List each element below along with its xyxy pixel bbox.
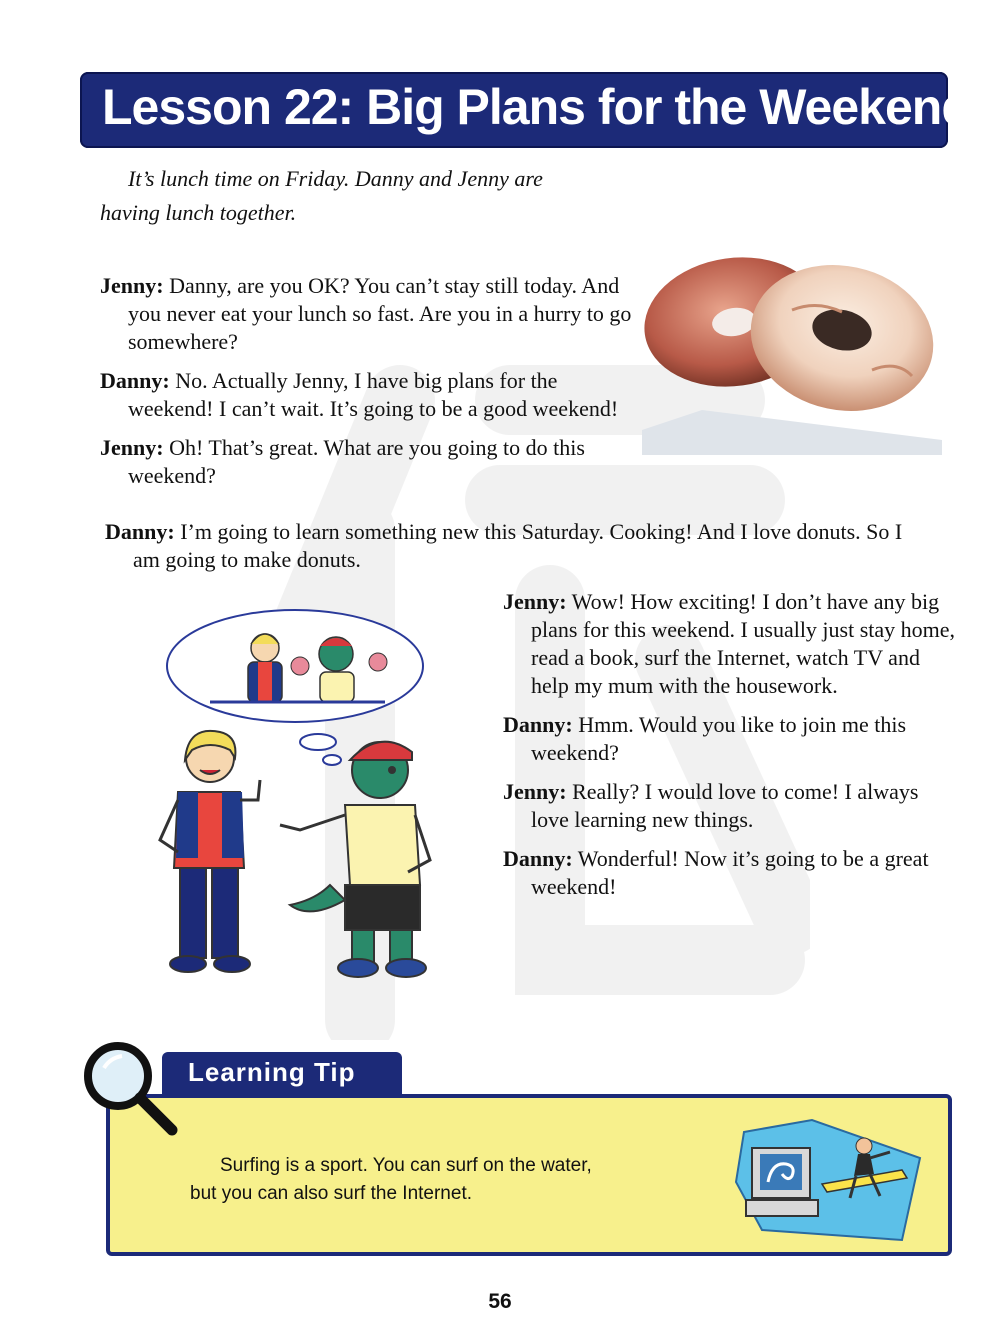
intro-text <box>100 162 640 230</box>
tip-line-2: but you can also surf the Internet. <box>190 1183 473 1204</box>
intro-line-2: having lunch together. <box>100 200 297 225</box>
tip-line-1: Surfing is a sport. You can surf on the water, <box>220 1155 592 1176</box>
dialogue-line <box>105 518 925 574</box>
dialogue-text: No. Actually Jenny, I have big plans for the weekend! I can’t wait. It’s going to be a good weekend! <box>128 368 619 421</box>
speaker-name: Danny: <box>503 712 573 737</box>
dialogue-text: Danny, are you OK? You can’t stay still today. And you never eat your lunch so fast. Are you in a hurry to go somewhere? <box>128 273 632 354</box>
dialogue-line <box>503 588 958 700</box>
jenny-danny-illustration <box>140 600 470 985</box>
dialogue-line <box>503 778 958 834</box>
surfing-computer-illustration <box>732 1112 922 1242</box>
dialogue-text: I’m going to learn something new this Saturday. Cooking! And I love donuts. So I am going to make donuts. <box>133 519 903 572</box>
dialogue-text: Wow! How exciting! I don’t have any big plans for this weekend. I usually just stay home, read a book, surf the Internet, watch TV and help my mum with the housework. <box>531 589 956 698</box>
dialogue-text: Hmm. Would you like to join me this weekend? <box>531 712 907 765</box>
dialogue-block-3 <box>503 588 958 912</box>
magnifier-icon <box>80 1038 180 1138</box>
speaker-name: Danny: <box>503 846 573 871</box>
speaker-name: Jenny: <box>503 589 567 614</box>
lesson-title-banner <box>80 72 971 148</box>
lesson-title: Lesson 22: Big Plans for the Weekend <box>102 79 971 135</box>
dialogue-block-1 <box>100 272 635 501</box>
learning-tip-title: Learning Tip <box>188 1057 356 1087</box>
donuts-photo <box>642 250 942 455</box>
learning-tip-header <box>162 1052 402 1094</box>
dialogue-block-2 <box>105 518 925 585</box>
dialogue-text: Really? I would love to come! I always love learning new things. <box>531 779 919 832</box>
speaker-name: Danny: <box>105 519 175 544</box>
dialogue-line <box>100 272 635 356</box>
dialogue-line <box>503 845 958 901</box>
speaker-name: Danny: <box>100 368 170 393</box>
dialogue-line <box>100 434 635 490</box>
page-number: 56 <box>488 1290 512 1313</box>
intro-line-1: It’s lunch time on Friday. Danny and Jenny are <box>128 166 543 191</box>
dialogue-line <box>503 711 958 767</box>
speaker-name: Jenny: <box>503 779 567 804</box>
speaker-name: Jenny: <box>100 435 164 460</box>
dialogue-line <box>100 367 635 423</box>
speaker-name: Jenny: <box>100 273 164 298</box>
learning-tip-text <box>190 1152 690 1208</box>
dialogue-text: Oh! That’s great. What are you going to do this weekend? <box>128 435 585 488</box>
dialogue-text: Wonderful! Now it’s going to be a great weekend! <box>531 846 929 899</box>
